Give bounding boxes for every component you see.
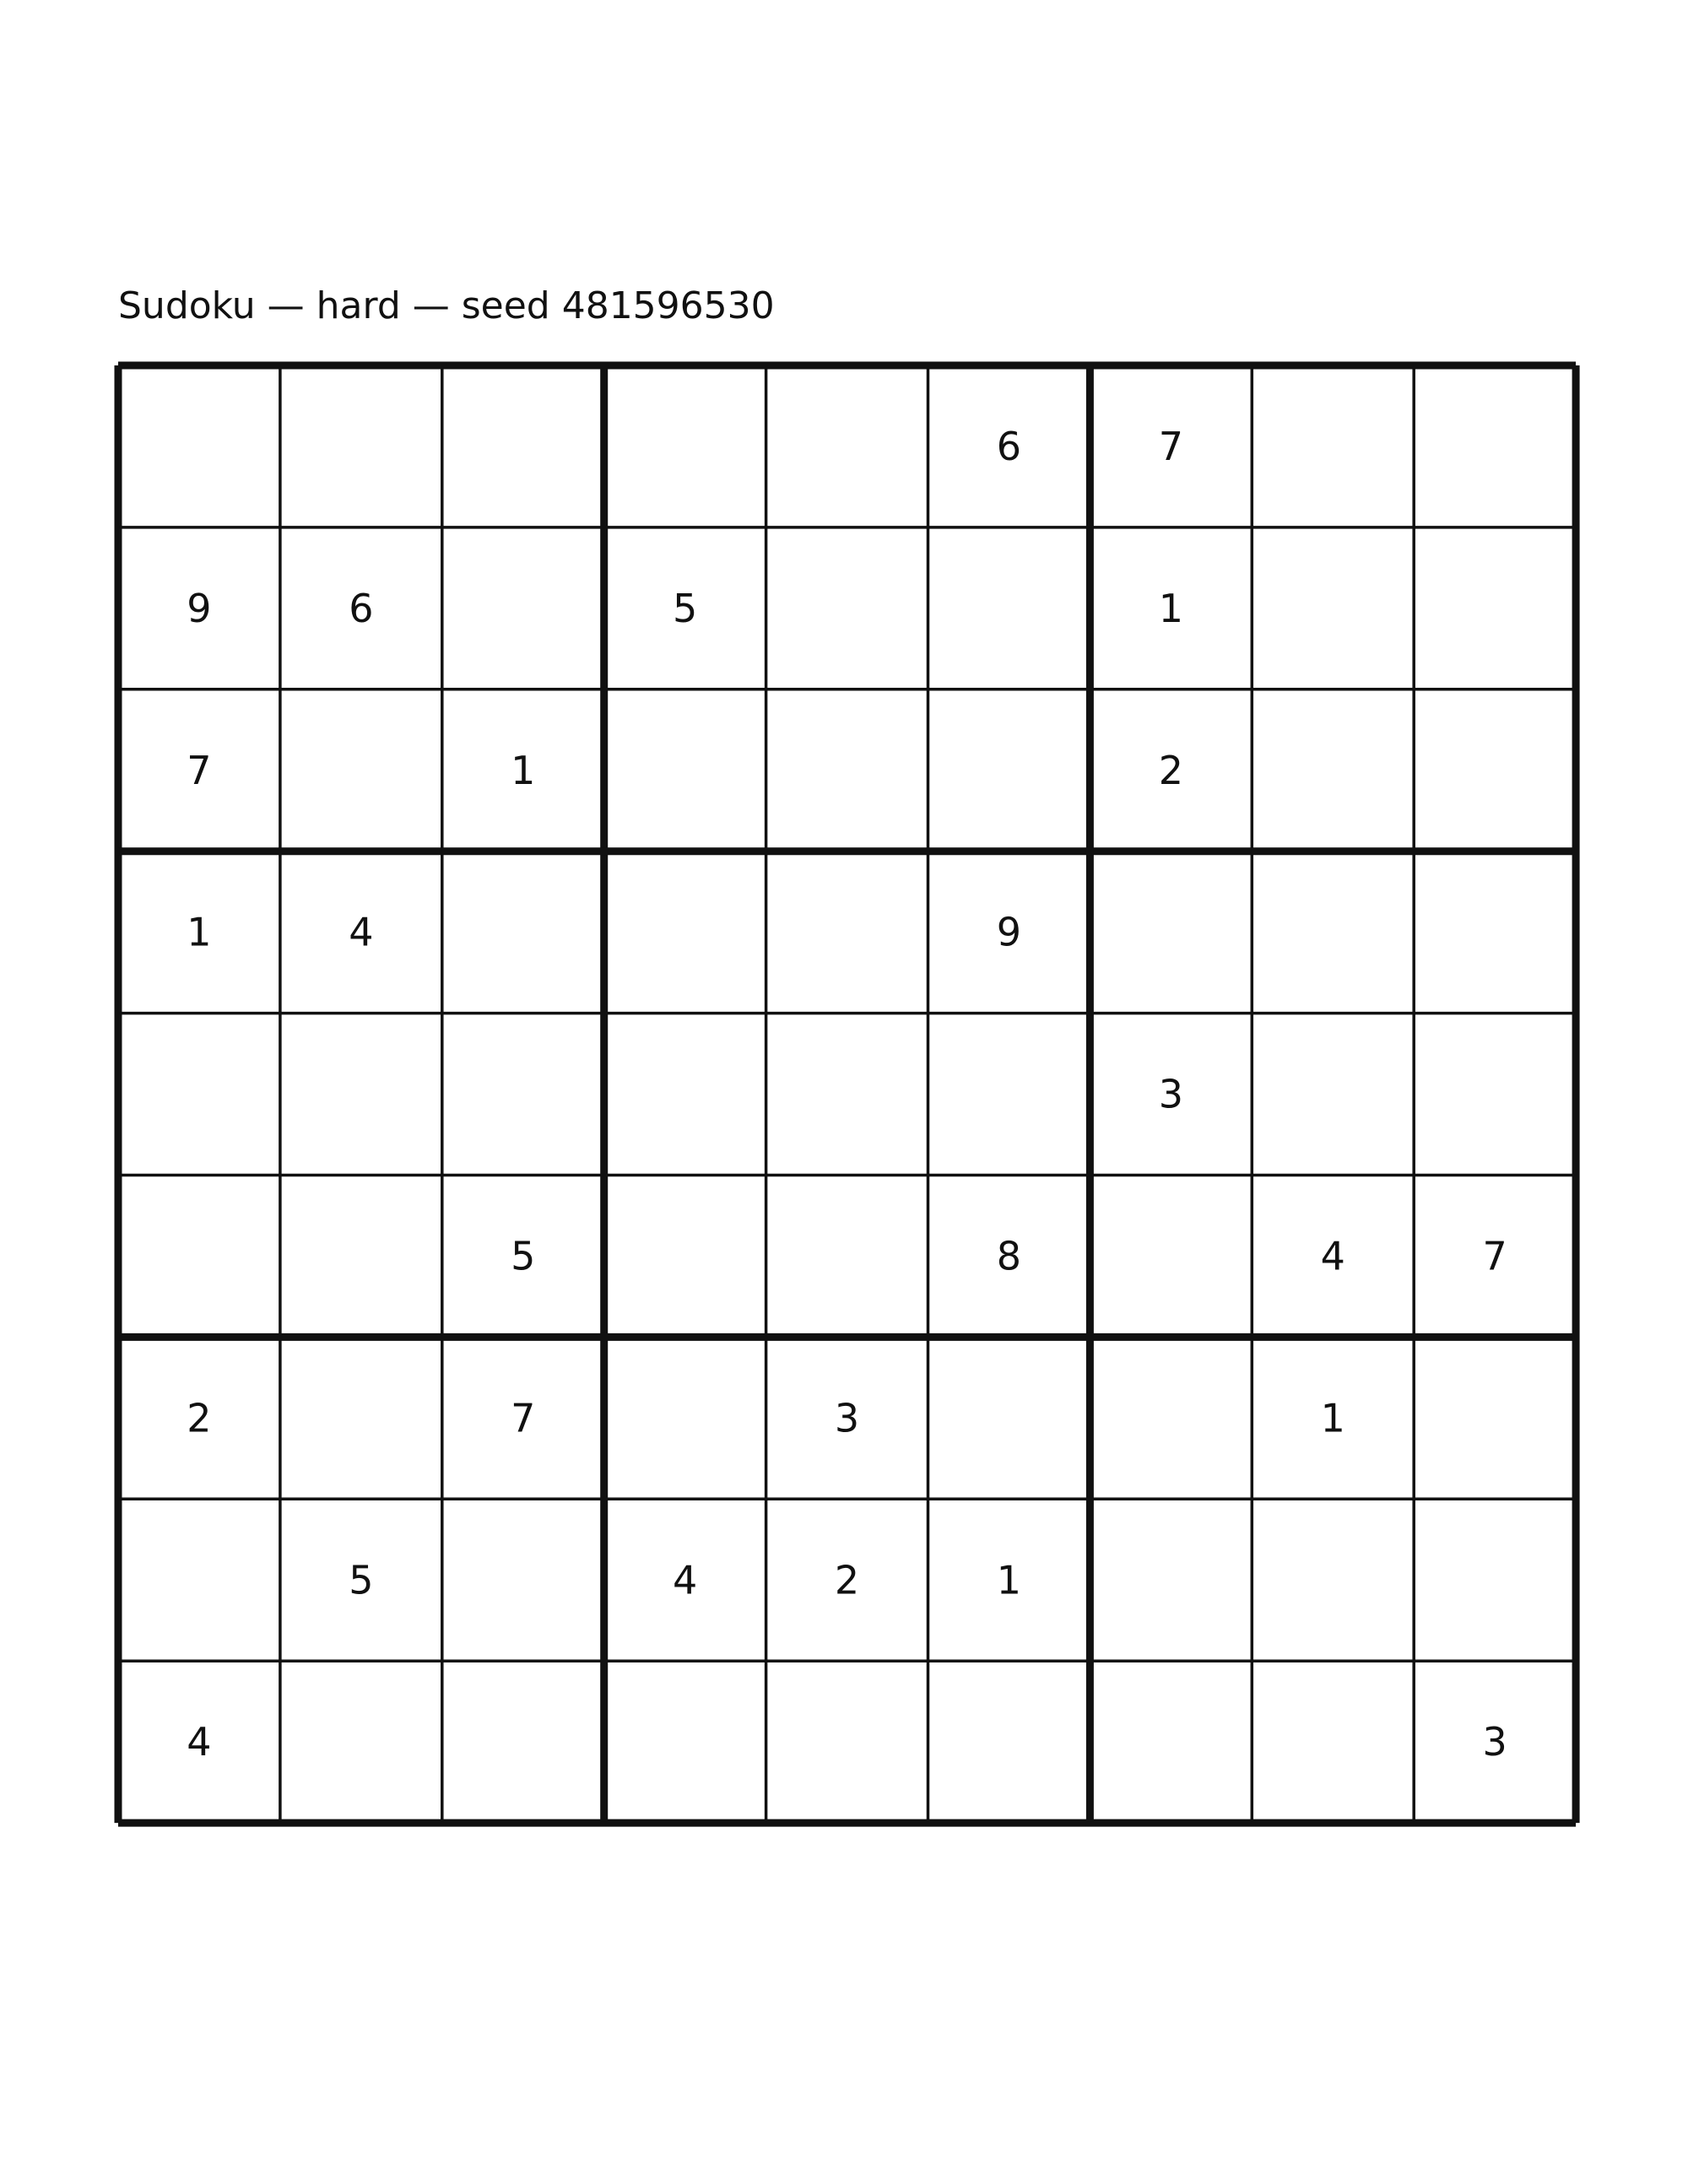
cell-r2-c8[interactable] <box>1252 527 1414 689</box>
cell-r5-c9[interactable] <box>1414 1014 1576 1176</box>
cell-r6-c2[interactable] <box>280 1176 442 1338</box>
given-digit-r6-c3: 5 <box>511 1233 536 1279</box>
given-digit-r8-c5: 2 <box>834 1557 860 1603</box>
cell-r8-c3[interactable] <box>442 1499 604 1661</box>
given-digit-r9-c1: 4 <box>187 1719 212 1765</box>
cell-r4-c3[interactable] <box>442 851 604 1014</box>
cell-r3-c4[interactable] <box>604 689 766 851</box>
cell-r9-c3[interactable] <box>442 1661 604 1823</box>
cell-r3-c2[interactable] <box>280 689 442 851</box>
given-digit-r5-c7: 3 <box>1158 1071 1183 1117</box>
cell-r4-c8[interactable] <box>1252 851 1414 1014</box>
cell-r8-c9[interactable] <box>1414 1499 1576 1661</box>
given-digit-r7-c1: 2 <box>187 1395 212 1441</box>
given-digit-r8-c6: 1 <box>996 1557 1022 1603</box>
cell-r3-c9[interactable] <box>1414 689 1576 851</box>
cell-r7-c7[interactable] <box>1090 1337 1252 1499</box>
cell-r4-c7[interactable] <box>1090 851 1252 1014</box>
cell-r7-c9[interactable] <box>1414 1337 1576 1499</box>
given-digit-r6-c6: 8 <box>996 1233 1022 1279</box>
given-digit-r3-c1: 7 <box>187 747 212 793</box>
given-digit-r2-c7: 1 <box>1158 585 1183 631</box>
cell-r4-c4[interactable] <box>604 851 766 1014</box>
given-digit-r2-c4: 5 <box>673 585 698 631</box>
cell-r1-c4[interactable] <box>604 365 766 527</box>
given-digit-r9-c9: 3 <box>1482 1719 1507 1765</box>
cell-r8-c8[interactable] <box>1252 1499 1414 1661</box>
cell-r5-c4[interactable] <box>604 1014 766 1176</box>
cell-r9-c4[interactable] <box>604 1661 766 1823</box>
given-digit-r4-c6: 9 <box>996 909 1022 955</box>
cell-r8-c7[interactable] <box>1090 1499 1252 1661</box>
cell-r3-c6[interactable] <box>928 689 1090 851</box>
given-digit-r7-c8: 1 <box>1320 1395 1345 1441</box>
given-digit-r3-c7: 2 <box>1158 747 1183 793</box>
puzzle-title: Sudoku — hard — seed 481596530 <box>118 284 775 327</box>
cell-r9-c2[interactable] <box>280 1661 442 1823</box>
given-digit-r8-c4: 4 <box>673 1557 698 1603</box>
cell-r2-c9[interactable] <box>1414 527 1576 689</box>
cell-r9-c7[interactable] <box>1090 1661 1252 1823</box>
given-digit-r2-c1: 9 <box>187 585 212 631</box>
cell-r7-c4[interactable] <box>604 1337 766 1499</box>
cell-r2-c6[interactable] <box>928 527 1090 689</box>
cell-r5-c3[interactable] <box>442 1014 604 1176</box>
given-digit-r7-c5: 3 <box>834 1395 860 1441</box>
cell-r1-c8[interactable] <box>1252 365 1414 527</box>
cell-r6-c7[interactable] <box>1090 1176 1252 1338</box>
cell-r2-c5[interactable] <box>766 527 928 689</box>
cell-r1-c5[interactable] <box>766 365 928 527</box>
given-digit-r1-c6: 6 <box>996 423 1022 469</box>
given-digit-r7-c3: 7 <box>511 1395 536 1441</box>
cell-r6-c5[interactable] <box>766 1176 928 1338</box>
cell-r5-c5[interactable] <box>766 1014 928 1176</box>
cell-r4-c9[interactable] <box>1414 851 1576 1014</box>
cell-r4-c5[interactable] <box>766 851 928 1014</box>
cell-r9-c5[interactable] <box>766 1661 928 1823</box>
cell-r1-c2[interactable] <box>280 365 442 527</box>
cell-r6-c1[interactable] <box>118 1176 280 1338</box>
cell-r1-c9[interactable] <box>1414 365 1576 527</box>
given-digit-r4-c2: 4 <box>349 909 374 955</box>
cell-r8-c1[interactable] <box>118 1499 280 1661</box>
cell-r9-c8[interactable] <box>1252 1661 1414 1823</box>
cell-r5-c1[interactable] <box>118 1014 280 1176</box>
given-digit-r6-c9: 7 <box>1482 1233 1507 1279</box>
given-digit-r1-c7: 7 <box>1158 423 1183 469</box>
given-digit-r2-c2: 6 <box>349 585 374 631</box>
cell-r5-c6[interactable] <box>928 1014 1090 1176</box>
given-digit-r4-c1: 1 <box>187 909 212 955</box>
cell-r3-c5[interactable] <box>766 689 928 851</box>
cell-r1-c3[interactable] <box>442 365 604 527</box>
cell-r2-c3[interactable] <box>442 527 604 689</box>
cell-r7-c6[interactable] <box>928 1337 1090 1499</box>
given-digit-r6-c8: 4 <box>1320 1233 1345 1279</box>
given-digit-r8-c2: 5 <box>349 1557 374 1603</box>
cell-r3-c8[interactable] <box>1252 689 1414 851</box>
cell-r7-c2[interactable] <box>280 1337 442 1499</box>
cell-layer <box>118 365 1576 1823</box>
given-digit-r3-c3: 1 <box>511 747 536 793</box>
cell-r5-c8[interactable] <box>1252 1014 1414 1176</box>
cell-r5-c2[interactable] <box>280 1014 442 1176</box>
cell-r9-c6[interactable] <box>928 1661 1090 1823</box>
cell-r6-c4[interactable] <box>604 1176 766 1338</box>
cell-r1-c1[interactable] <box>118 365 280 527</box>
